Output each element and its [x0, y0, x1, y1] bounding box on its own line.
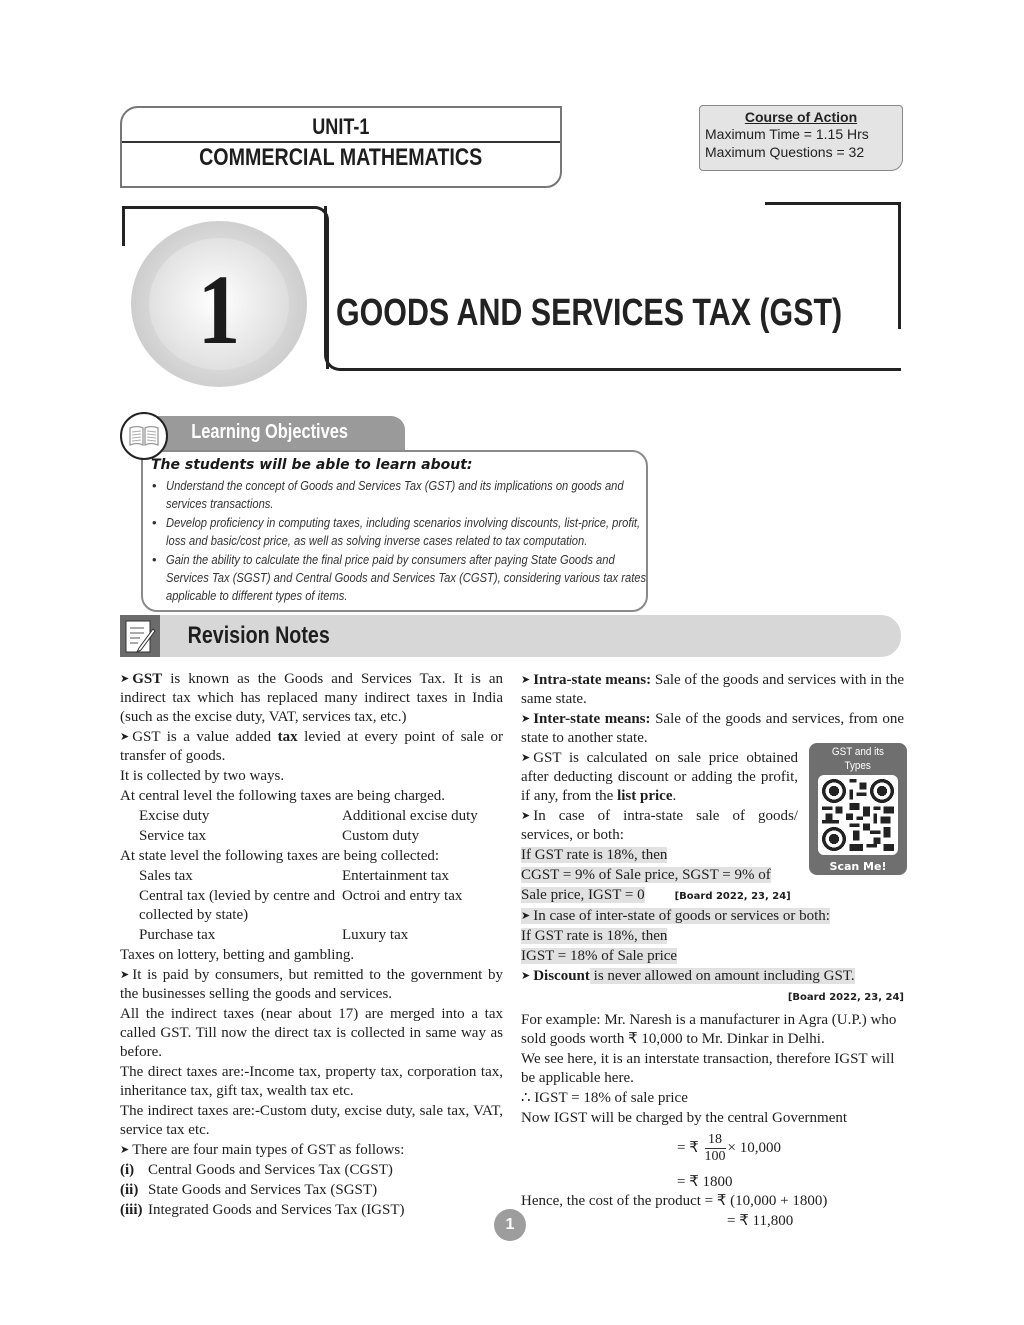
list-item: • Develop proficiency in computing taxes, including scenarios involving discounts, list-price, profit, loss and basic/cost price, as well as solving inverse cases related to tax computation.: [147, 514, 643, 550]
note-merged: All the indirect taxes (near about 17) are merged into a tax called GST. Till now the direct tax is collected in same way as before.: [120, 1006, 503, 1060]
note-inter-state: ➤ Inter-state means: Sale of the goods and services, from one state to another state.: [521, 711, 904, 746]
course-of-action-box: [699, 105, 903, 171]
arrow-bullet-icon: ➤: [521, 712, 531, 725]
state-tax-row: Central tax (levied by centre and collected by state) Octroi and entry tax: [139, 888, 463, 923]
note-discount: ➤ Discount is never allowed on amount including GST.: [521, 968, 855, 984]
qr-title: GST and its Types: [831, 746, 885, 772]
note-central-level: At central level the following taxes are being charged.: [120, 788, 446, 804]
board-tag: [Board 2022, 23, 24]: [787, 992, 904, 1003]
learning-objectives-tab: [147, 416, 405, 452]
arrow-bullet-icon: ➤: [120, 1143, 130, 1156]
note-intra-state: ➤ Intra-state means: Sale of the goods and services with in the same state.: [521, 672, 905, 707]
learning-objectives-heading: The students will be able to learn about:: [151, 457, 473, 473]
qr-card[interactable]: [809, 743, 907, 875]
unit-header-box: [120, 106, 562, 188]
intra-cgst-line: CGST = 9% of Sale price, SGST = 9% of: [521, 867, 771, 883]
max-time: Maximum Time = 1.15 Hrs: [705, 126, 869, 142]
example-charged: Now IGST will be charged by the central Government: [521, 1110, 848, 1126]
note-four-types: ➤ There are four main types of GST as follows:: [120, 1142, 405, 1158]
state-tax-row: Sales tax Entertainment tax: [139, 868, 450, 884]
gst-type-item: (iii) Integrated Goods and Services Tax (IGST): [120, 1202, 405, 1218]
unit-number: UNIT-1: [312, 114, 370, 139]
chapter-frame-left-side: [122, 206, 125, 246]
example-interstate: We see here, it is an interstate transaction, therefore IGST will be applicable here.: [521, 1051, 895, 1086]
learning-objectives-label: Learning Objectives: [191, 421, 348, 443]
note-direct-taxes: The direct taxes are:-Income tax, property tax, corporation tax, inheritance tax, gift tax, wealth tax etc.: [120, 1064, 503, 1099]
note-indirect-taxes: The indirect taxes are:-Custom duty, excise duty, sale tax, VAT, service tax etc.: [120, 1103, 503, 1138]
note-lottery: Taxes on lottery, betting and gambling.: [120, 947, 355, 963]
unit-divider: [122, 141, 560, 143]
arrow-bullet-icon: ➤: [521, 969, 531, 982]
inter-rate-line: If GST rate is 18%, then: [521, 928, 668, 944]
math-step-total: Hence, the cost of the product = ₹ (10,000 + 1800): [521, 1193, 828, 1209]
note-collected: It is collected by two ways.: [120, 768, 285, 784]
note-state-level: At state level the following taxes are being collected:: [120, 848, 440, 864]
arrow-bullet-icon: ➤: [521, 909, 531, 922]
note-inter-case: ➤ In case of inter-state of goods or services or both:: [521, 908, 830, 924]
gst-type-item: (i) Central Goods and Services Tax (CGST): [120, 1162, 393, 1178]
qr-footer: Scan Me!: [829, 860, 887, 873]
note-value-added: ➤ GST is a value added tax levied at every point of sale or transfer of goods.: [120, 729, 503, 764]
course-of-action-title: Course of Action: [744, 109, 858, 125]
qr-code-icon[interactable]: [818, 775, 898, 855]
note-gst-definition: ➤ GST is known as the Goods and Services Tax. It is an indirect tax which has replaced many indirect taxes in India (such as the excise duty, VAT, services tax, etc.): [120, 671, 503, 725]
list-item: • Gain the ability to calculate the final price paid by consumers after paying State Goods and Services Tax (SGST) and Central Goods and Services Tax (CGST), considering various tax rates applicable to different types of items.: [147, 551, 643, 605]
unit-title: COMMERCIAL MATHEMATICS: [199, 144, 483, 171]
note-gst-calculated: ➤ GST is calculated on sale price obtained after deducting discount or adding the profit, if any, from the list price.: [521, 750, 798, 804]
intra-igst-line: Sale price, IGST = 0 [Board 2022, 23, 24]: [521, 887, 791, 903]
math-step-final: = ₹ 11,800: [727, 1213, 794, 1229]
math-step-result: = ₹ 1800: [677, 1174, 733, 1190]
note-intra-case: ➤ In case of intra-state sale of goods/ services, or both:: [521, 808, 798, 843]
arrow-bullet-icon: ➤: [521, 809, 531, 822]
notepad-pencil-icon: [120, 615, 160, 657]
book-icon: [120, 412, 168, 460]
revision-notes-label: Revision Notes: [187, 622, 330, 649]
example-igst: ∴ IGST = 18% of sale price: [521, 1090, 688, 1106]
arrow-bullet-icon: ➤: [120, 672, 130, 685]
state-tax-row: Purchase tax Luxury tax: [139, 927, 409, 943]
example-intro: For example: Mr. Naresh is a manufacturer in Agra (U.P.) who sold goods worth ₹ 10,000 to Mr. Dinkar in Delhi.: [521, 1012, 897, 1047]
arrow-bullet-icon: ➤: [120, 730, 130, 743]
chapter-title: GOODS AND SERVICES TAX (GST): [336, 292, 843, 334]
fraction: $\frac{18}{100}$: [704, 1132, 726, 1164]
chapter-number: 1: [197, 254, 241, 365]
arrow-bullet-icon: ➤: [521, 751, 531, 764]
inter-igst-line: IGST = 18% of Sale price: [521, 948, 678, 964]
list-item: • Understand the concept of Goods and Services Tax (GST) and its implications on goods and services transactions.: [147, 477, 643, 513]
learning-objectives-list: [147, 477, 647, 606]
learning-objectives-box: [141, 450, 648, 612]
gst-type-item: (ii) State Goods and Services Tax (SGST): [120, 1182, 378, 1198]
board-tag: [Board 2022, 23, 24]: [674, 891, 791, 902]
page-number: 1: [494, 1209, 526, 1241]
math-step-fraction: = ₹ $\frac{18}{100}$ × 10,000: [677, 1132, 781, 1164]
arrow-bullet-icon: ➤: [521, 673, 531, 686]
arrow-bullet-icon: ➤: [120, 968, 130, 981]
central-tax-row: Excise duty Additional excise duty: [139, 808, 478, 824]
max-questions: Maximum Questions = 32: [705, 144, 865, 160]
intra-rate-line: If GST rate is 18%, then: [521, 847, 668, 863]
revision-notes-left-column: [120, 670, 503, 1221]
chapter-number-badge: [131, 221, 307, 387]
central-tax-row: Service tax Custom duty: [139, 828, 420, 844]
note-paid-by-consumers: ➤ It is paid by consumers, but remitted to the government by the businesses selling the goods and services.: [120, 967, 503, 1002]
